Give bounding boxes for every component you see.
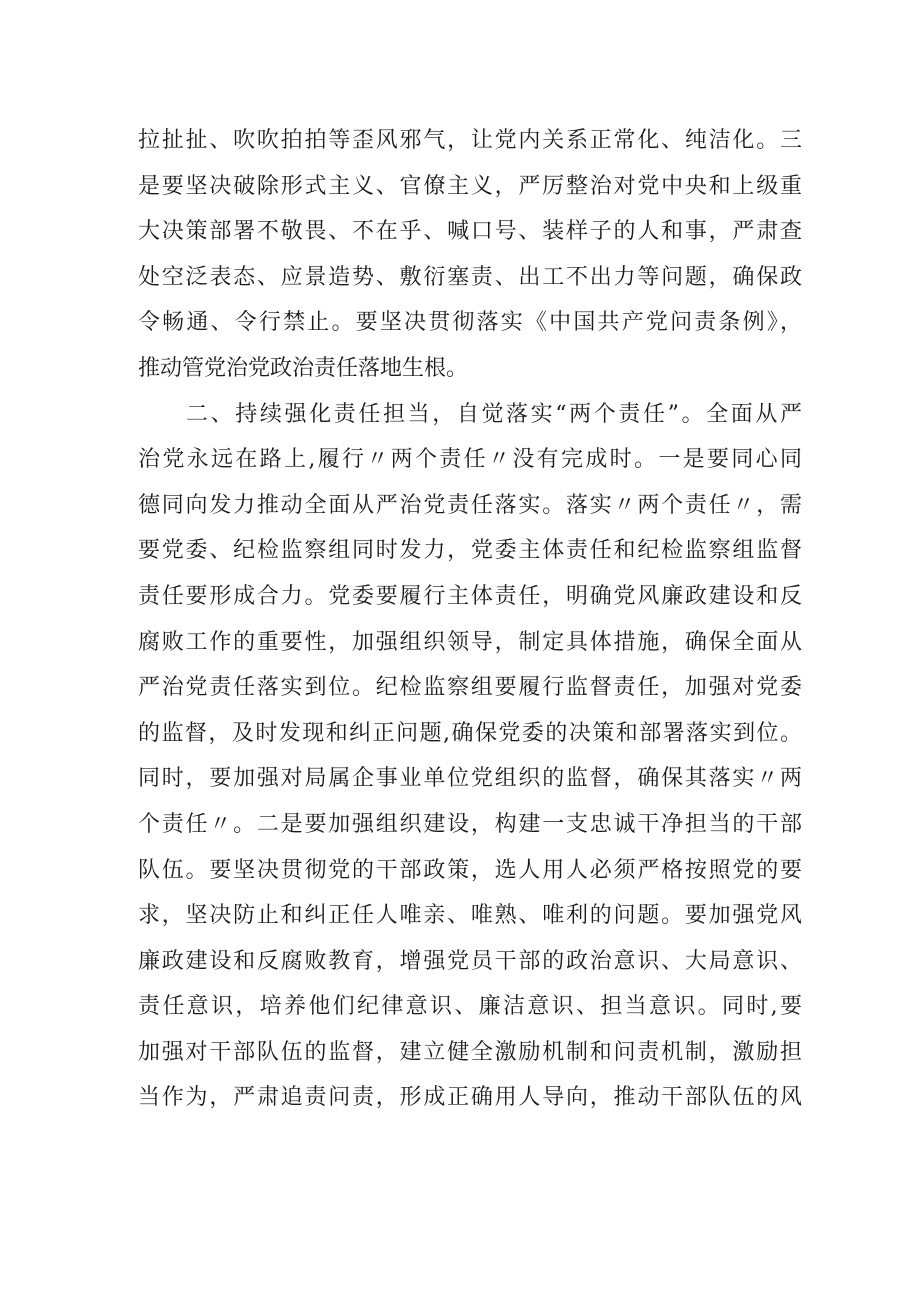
text-line: 廉政建设和反腐败教育，增强党员干部的政治意识、大局意识、 [138,948,802,974]
text-line: 当作为，严肃追责问责，形成正确用人导向，推动干部队伍的风 [138,1085,802,1111]
text-line: 加强对干部队伍的监督，建立健全激励机制和问责机制，激励担 [138,1039,802,1065]
text-line: 大决策部署不敬畏、不在乎、喊口号、装样子的人和事，严肃查 [138,219,802,245]
text-line: 推动管党治党政治责任落地生根。 [138,355,469,381]
text-line: 责任意识，培养他们纪律意识、廉洁意识、担当意识。同时,要 [138,994,802,1020]
text-line: 严治党责任落实到位。纪检监察组要履行监督责任，加强对党委 [138,675,802,701]
text-line: 是要坚决破除形式主义、官僚主义，严厉整治对党中央和上级重 [138,173,802,199]
text-line: 治党永远在路上,履行〃两个责任〃没有完成时。一是要同心同 [138,447,802,473]
text-line: 要党委、纪检监察组同时发力，党委主体责任和纪检监察组监督 [138,538,802,564]
body-text [138,118,802,1121]
text-line: 令畅通、令行禁止。要坚决贯彻落实《中国共产党问责条例》， [138,310,802,336]
text-line: 德同向发力推动全面从严治党责任落实。落实〃两个责任〃，需 [138,492,802,518]
text-line: 个责任〃。二是要加强组织建设，构建一支忠诚干净担当的干部 [138,811,802,837]
text-line: 二、持续强化责任担当，自觉落实“两个责任”。全面从严 [186,401,802,427]
text-line: 求，坚决防止和纠正任人唯亲、唯熟、唯利的问题。要加强党风 [138,903,802,929]
text-line: 的监督，及时发现和纠正问题,确保党委的决策和部署落实到位。 [138,720,802,746]
text-line: 拉扯扯、吹吹拍拍等歪风邪气，让党内关系正常化、纯洁化。三 [138,128,802,153]
text-line: 腐败工作的重要性，加强组织领导，制定具体措施，确保全面从 [138,629,802,655]
text-line: 处空泛表态、应景造势、敷衍塞责、出工不出力等问题，确保政 [138,264,802,290]
text-line: 同时，要加强对局属企事业单位党组织的监督，确保其落实〃两 [138,766,802,792]
text-line: 责任要形成合力。党委要履行主体责任，明确党风廉政建设和反 [138,583,802,609]
text-line: 队伍。要坚决贯彻党的干部政策，选人用人必须严格按照党的要 [138,857,802,883]
